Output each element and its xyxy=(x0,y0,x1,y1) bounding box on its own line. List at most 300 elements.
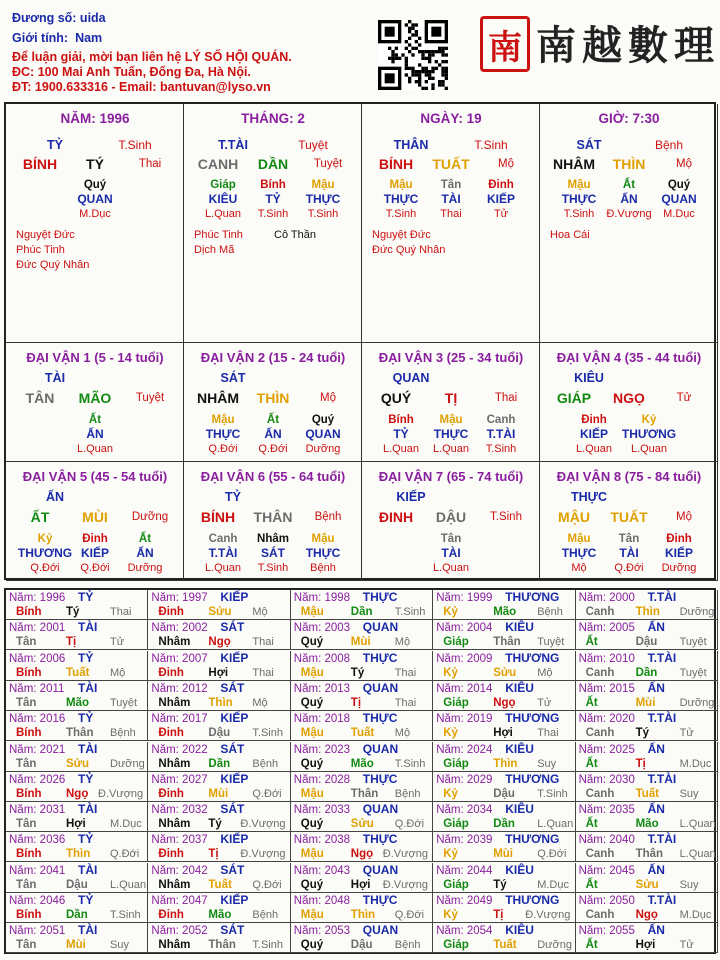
year-stem: Canh xyxy=(585,909,615,921)
year-label: Năm: 2050 xyxy=(578,895,635,907)
year-stem: Quý xyxy=(300,818,324,831)
year-branch: Thìn xyxy=(350,909,376,921)
phase-label: Mộ xyxy=(320,392,336,404)
heavenly-stem: BÍNH xyxy=(200,509,236,525)
chart-grid xyxy=(4,102,716,580)
year-ten-god: KIẾP xyxy=(220,711,249,726)
year-label: Năm: 2016 xyxy=(9,713,66,726)
year-label: Năm: 2054 xyxy=(436,925,493,938)
year-cell xyxy=(576,651,718,681)
year-phase: Tử xyxy=(679,939,694,952)
hidden-stem: Đinh xyxy=(581,414,607,426)
year-ten-god: SÁT xyxy=(220,802,245,817)
earthly-branch: MÙI xyxy=(82,509,108,525)
year-stem: Tân xyxy=(16,818,37,831)
year-cell xyxy=(148,802,290,832)
hidden-stem: Ất xyxy=(88,414,102,426)
year-label: Năm: 2013 xyxy=(293,682,351,695)
year-phase: Bệnh xyxy=(110,727,136,740)
star-label: Nguyệt Đức xyxy=(16,229,75,241)
hidden-ten-god: THỰC xyxy=(433,427,469,441)
year-branch: Mùi xyxy=(208,787,229,800)
year-branch: Mùi xyxy=(493,848,513,861)
year-stem: Tân xyxy=(16,878,37,891)
dai-van-cell xyxy=(362,343,540,462)
year-stem: Nhâm xyxy=(158,757,191,770)
year-branch: Thìn xyxy=(493,757,518,770)
heavenly-stem: GIÁP xyxy=(556,390,592,406)
dai-van-cell xyxy=(362,462,540,581)
hidden-ten-god: QUAN xyxy=(305,427,341,441)
heavenly-stem: NHÂM xyxy=(197,390,239,406)
year-cell xyxy=(576,923,718,953)
year-cell xyxy=(148,620,290,650)
year-ten-god: THƯƠNG xyxy=(505,771,560,786)
ten-god-label: THỰC xyxy=(570,490,608,504)
dai-van-cell xyxy=(540,462,718,581)
year-branch: Dần xyxy=(635,666,658,679)
year-ten-god: ẤN xyxy=(647,802,665,817)
year-branch: Mùi xyxy=(66,939,86,952)
hidden-state: Dưỡng xyxy=(127,562,163,574)
year-label: Năm: 2049 xyxy=(436,895,493,907)
dai-van-cell xyxy=(540,343,718,462)
earthly-branch: TUẤT xyxy=(432,156,470,172)
year-phase: Q.Đới xyxy=(537,848,567,861)
year-stem: Tân xyxy=(16,636,37,649)
year-stem: Mậu xyxy=(300,666,324,679)
year-branch: Tị xyxy=(66,636,77,649)
year-phase: T.Sinh xyxy=(252,939,283,952)
year-phase: T.Sinh xyxy=(537,787,568,800)
year-cell xyxy=(433,651,575,681)
dai-van-cell xyxy=(6,462,184,581)
year-label: Năm: 2020 xyxy=(578,713,635,726)
star-label: Phúc Tinh xyxy=(194,229,243,241)
hidden-stem: Kỷ xyxy=(641,414,657,426)
hidden-ten-god: KIẾP xyxy=(80,546,110,560)
cell-title: GIỜ: 7:30 xyxy=(598,111,660,126)
year-label: Năm: 2000 xyxy=(578,592,635,604)
year-ten-god: THỰC xyxy=(362,711,398,726)
year-ten-god: QUAN xyxy=(362,680,399,695)
year-cell xyxy=(6,893,148,923)
year-stem: Nhâm xyxy=(158,696,191,709)
year-ten-god: THƯƠNG xyxy=(505,650,560,665)
year-cell xyxy=(433,772,575,802)
year-label: Năm: 2007 xyxy=(151,652,208,665)
year-ten-god: KIÊU xyxy=(505,923,534,938)
year-stem: Đinh xyxy=(158,606,184,618)
hidden-state: T.Sinh xyxy=(257,562,289,574)
year-cell xyxy=(433,923,575,953)
hidden-state: L.Quan xyxy=(432,443,470,455)
hidden-stem: Tân xyxy=(618,533,640,545)
year-ten-god: TÀI xyxy=(78,802,98,817)
year-stem: Ất xyxy=(585,696,598,709)
year-ten-god: THỰC xyxy=(362,771,398,786)
hidden-ten-god: THỰC xyxy=(561,192,597,206)
pillar-cell xyxy=(540,104,718,343)
year-label: Năm: 2047 xyxy=(151,895,208,907)
hidden-state: L.Quan xyxy=(204,208,242,220)
year-branch: Tý xyxy=(66,606,80,618)
year-ten-god: ẤN xyxy=(647,923,665,938)
year-stem: Bính xyxy=(16,666,42,679)
year-phase: T.Sinh xyxy=(394,757,426,770)
hidden-stem: Đinh xyxy=(488,179,514,191)
year-ten-god: T.TÀI xyxy=(647,771,677,786)
pillar-cell xyxy=(362,104,540,343)
year-branch: Sửu xyxy=(350,818,374,831)
star-label: Nguyệt Đức xyxy=(372,229,431,241)
year-stem: Canh xyxy=(585,848,615,861)
year-cell xyxy=(291,893,433,923)
year-branch: Dần xyxy=(493,818,515,831)
year-label: Năm: 2021 xyxy=(9,743,66,756)
year-phase: M.Dục xyxy=(679,909,712,921)
hidden-state: M.Dục xyxy=(79,208,111,220)
year-ten-god: KIÊU xyxy=(505,862,534,877)
address-line: ĐC: 100 Mai Anh Tuấn, Đống Đa, Hà Nội. xyxy=(12,65,251,79)
year-phase: Bệnh xyxy=(252,909,279,921)
hidden-ten-god: QUAN xyxy=(77,192,113,206)
hidden-stem: Tân xyxy=(440,179,462,191)
year-label: Năm: 2043 xyxy=(293,864,351,877)
year-cell xyxy=(291,651,433,681)
year-stem: Đinh xyxy=(158,848,184,861)
year-label: Năm: 2036 xyxy=(9,834,66,847)
year-branch: Tuất xyxy=(350,727,375,740)
year-label: Năm: 2010 xyxy=(578,652,635,665)
year-cell xyxy=(291,802,433,832)
hidden-ten-god: THỰC xyxy=(305,546,341,560)
year-cell xyxy=(576,832,718,862)
year-phase: L.Quan xyxy=(679,818,716,831)
year-phase: Thai xyxy=(394,666,417,679)
year-phase: Suy xyxy=(679,787,699,800)
year-stem: Kỷ xyxy=(443,606,458,618)
year-ten-god: KIÊU xyxy=(505,741,534,756)
year-label: Năm: 2031 xyxy=(9,804,66,817)
year-stem: Đinh xyxy=(158,666,184,679)
year-stem: Kỷ xyxy=(443,909,458,921)
hidden-state: L.Quan xyxy=(630,443,668,455)
year-ten-god: KIẾP xyxy=(220,771,249,786)
year-label: Năm: 2039 xyxy=(436,834,493,847)
year-phase: Q.Đới xyxy=(394,818,425,831)
year-phase: Bệnh xyxy=(394,787,421,800)
year-stem: Đinh xyxy=(158,787,184,800)
year-stem: Nhâm xyxy=(158,818,191,831)
year-label: Năm: 2001 xyxy=(9,622,66,635)
year-phase: Tuyệt xyxy=(110,696,138,709)
year-phase: Mộ xyxy=(110,666,126,679)
year-cell xyxy=(433,863,575,893)
year-cell xyxy=(148,681,290,711)
year-branch: Tý xyxy=(635,727,650,740)
cell-title: ĐẠI VẬN 5 (45 - 54 tuổi) xyxy=(22,469,168,484)
hidden-ten-god: KIÊU xyxy=(208,192,238,206)
hidden-stem: Quý xyxy=(667,179,691,191)
year-cell xyxy=(6,772,148,802)
hidden-state: Thai xyxy=(440,208,462,220)
cell-title: ĐẠI VẬN 3 (25 - 34 tuổi) xyxy=(378,350,524,365)
year-stem: Đinh xyxy=(158,727,184,740)
year-branch: Ngọ xyxy=(350,848,374,861)
year-phase: Thai xyxy=(394,696,417,709)
earthly-branch: NGỌ xyxy=(613,390,645,406)
year-label: Năm: 2017 xyxy=(151,713,208,726)
hidden-ten-god: THỰC xyxy=(561,546,597,560)
hidden-stem: Mậu xyxy=(567,179,591,191)
year-cell xyxy=(291,590,433,620)
year-branch: Thân xyxy=(350,787,379,800)
year-cell xyxy=(6,681,148,711)
year-cell xyxy=(433,681,575,711)
year-branch: Thìn xyxy=(208,696,233,709)
year-ten-god: SÁT xyxy=(220,680,245,695)
year-ten-god: KIẾP xyxy=(220,893,249,907)
hidden-stem: Mậu xyxy=(211,414,235,426)
hidden-stem: Ất xyxy=(622,179,636,191)
year-ten-god: KIÊU xyxy=(505,680,534,695)
hidden-ten-god: T.TÀI xyxy=(486,427,516,441)
year-branch: Hợi xyxy=(66,818,86,831)
hidden-state: T.Sinh xyxy=(385,208,417,220)
year-cell xyxy=(291,681,433,711)
year-stem: Canh xyxy=(585,727,615,740)
year-branch: Dần xyxy=(208,757,231,770)
hidden-ten-god: T.TÀI xyxy=(208,546,238,560)
star-label: Dịch Mã xyxy=(194,244,235,256)
year-stem: Mậu xyxy=(300,787,324,800)
ten-god-label: T.TÀI xyxy=(218,138,248,152)
hidden-state: Đ.Vượng xyxy=(606,208,652,220)
hidden-stem: Bính xyxy=(260,179,286,191)
year-label: Năm: 2008 xyxy=(293,652,351,665)
year-phase: Đ.Vượng xyxy=(382,848,428,861)
hidden-state: L.Quan xyxy=(382,443,420,455)
ten-god-label: SÁT xyxy=(220,371,246,385)
year-stem: Kỷ xyxy=(443,848,458,861)
earthly-branch: THÌN xyxy=(256,390,290,406)
year-cell xyxy=(291,620,433,650)
year-stem: Đinh xyxy=(158,909,184,921)
year-stem: Bính xyxy=(16,606,42,618)
year-cell xyxy=(148,863,290,893)
year-cell xyxy=(433,620,575,650)
year-stem: Mậu xyxy=(300,848,324,861)
year-ten-god: T.TÀI xyxy=(647,590,677,604)
year-stem: Quý xyxy=(300,757,324,770)
pillar-cell xyxy=(6,104,184,343)
year-stem: Giáp xyxy=(443,757,469,770)
year-branch: Tị xyxy=(350,696,362,709)
hidden-stem: Kỷ xyxy=(37,533,53,545)
year-ten-god: TỶ xyxy=(78,650,94,665)
heavenly-stem: MẬU xyxy=(558,509,590,525)
year-phase: Thai xyxy=(537,727,559,740)
year-label: Năm: 2034 xyxy=(436,804,493,817)
year-cell xyxy=(6,832,148,862)
year-phase: Đ.Vượng xyxy=(98,787,144,800)
year-stem: Giáp xyxy=(443,818,469,831)
hidden-stem: Mậu xyxy=(389,179,413,191)
ten-god-label: SÁT xyxy=(576,138,602,152)
year-cell xyxy=(6,742,148,772)
year-label: Năm: 2030 xyxy=(578,773,635,786)
hidden-state: Q.Đới xyxy=(80,562,110,574)
year-ten-god: T.TÀI xyxy=(647,832,677,847)
year-phase: L.Quan xyxy=(110,878,147,891)
year-phase: Đ.Vượng xyxy=(240,818,286,831)
year-branch: Dần xyxy=(350,606,373,618)
year-phase: Tuyệt xyxy=(679,666,707,679)
hidden-ten-god: ẤN xyxy=(86,427,104,441)
year-cell xyxy=(576,620,718,650)
year-stem: Nhâm xyxy=(158,636,191,649)
year-cell xyxy=(576,711,718,741)
year-branch: Hợi xyxy=(493,727,513,740)
year-stem: Bính xyxy=(16,787,42,800)
year-ten-god: TỶ xyxy=(78,711,94,726)
year-label: Năm: 2018 xyxy=(293,713,351,726)
year-cell xyxy=(148,923,290,953)
phase-label: Mộ xyxy=(676,158,692,170)
year-branch: Tuất xyxy=(493,939,517,952)
year-phase: Tử xyxy=(537,696,552,709)
header xyxy=(0,0,720,100)
year-label: Năm: 1998 xyxy=(293,592,351,604)
account-name: Đương số: uida xyxy=(12,11,106,25)
year-cell xyxy=(6,590,148,620)
year-phase: Suy xyxy=(679,878,699,891)
hidden-state: L.Quan xyxy=(204,562,242,574)
year-label: Năm: 2051 xyxy=(9,925,66,938)
cell-title: ĐẠI VẬN 8 (75 - 84 tuổi) xyxy=(556,469,702,484)
year-phase: Bệnh xyxy=(537,606,563,618)
year-ten-god: TỶ xyxy=(78,893,94,907)
ten-god-label: QUAN xyxy=(392,371,430,385)
year-ten-god: THƯƠNG xyxy=(505,893,560,907)
year-cell xyxy=(576,590,718,620)
year-stem: Kỷ xyxy=(443,666,458,679)
year-ten-god: ẤN xyxy=(647,680,665,695)
hidden-ten-god: KIẾP xyxy=(664,546,694,560)
phase-label: T.Sinh xyxy=(490,511,522,523)
year-ten-god: KIẾP xyxy=(220,650,249,665)
year-label: Năm: 2011 xyxy=(9,682,65,695)
hidden-ten-god: THỰC xyxy=(383,192,419,206)
year-phase: Tử xyxy=(679,727,694,740)
year-branch: Thân xyxy=(635,848,664,861)
year-cell xyxy=(576,772,718,802)
year-ten-god: KIÊU xyxy=(505,620,534,635)
ten-god-label: ẤN xyxy=(45,490,65,504)
year-phase: Thai xyxy=(252,666,274,679)
year-phase: Q.Đới xyxy=(110,848,140,861)
hidden-ten-god: QUAN xyxy=(661,192,697,206)
hidden-stem: Ất xyxy=(266,414,280,426)
year-cell xyxy=(433,590,575,620)
hidden-state: T.Sinh xyxy=(307,208,339,220)
year-label: Năm: 2028 xyxy=(293,773,351,786)
year-label: Năm: 2053 xyxy=(293,925,351,938)
year-ten-god: KIẾP xyxy=(220,590,249,604)
year-stem: Quý xyxy=(300,636,324,649)
year-cell xyxy=(433,893,575,923)
dai-van-cell xyxy=(184,343,362,462)
year-stem: Kỷ xyxy=(443,727,458,740)
hidden-state: T.Sinh xyxy=(485,443,517,455)
year-phase: M.Dục xyxy=(537,878,569,891)
year-phase: Dưỡng xyxy=(110,757,145,770)
year-branch: Thìn xyxy=(66,848,91,861)
year-ten-god: QUAN xyxy=(362,923,399,938)
year-cell xyxy=(6,802,148,832)
earthly-branch: TÝ xyxy=(86,156,104,172)
ten-god-label: KIẾP xyxy=(396,490,426,504)
year-phase: Đ.Vượng xyxy=(240,848,286,861)
year-phase: T.Sinh xyxy=(252,727,283,740)
ten-god-label: THÂN xyxy=(393,138,429,152)
phase-label: Bệnh xyxy=(314,511,342,523)
year-cell xyxy=(576,893,718,923)
year-phase: M.Dục xyxy=(679,757,712,770)
year-stem: Nhâm xyxy=(158,878,191,891)
state-label: T.Sinh xyxy=(118,138,152,152)
year-phase: Bệnh xyxy=(252,757,279,770)
year-label: Năm: 2027 xyxy=(151,773,208,786)
cell-title: ĐẠI VẬN 6 (55 - 64 tuổi) xyxy=(200,469,346,484)
year-cell xyxy=(576,802,718,832)
hidden-state: L.Quan xyxy=(575,443,613,455)
annual-luck-table xyxy=(4,588,716,954)
hidden-stem: Nhâm xyxy=(257,533,289,545)
phase-label: Mộ xyxy=(498,158,514,170)
year-ten-god: SÁT xyxy=(220,620,245,635)
year-stem: Ất xyxy=(585,939,598,952)
year-label: Năm: 2040 xyxy=(578,834,635,847)
dai-van-cell xyxy=(184,462,362,581)
year-phase: Đ.Vượng xyxy=(525,909,571,921)
year-label: Năm: 1999 xyxy=(436,592,493,604)
year-cell xyxy=(148,893,290,923)
year-ten-god: THỰC xyxy=(362,650,398,665)
cell-title: ĐẠI VẬN 7 (65 - 74 tuổi) xyxy=(378,469,524,484)
hidden-state: T.Sinh xyxy=(257,208,289,220)
year-cell xyxy=(148,590,290,620)
year-ten-god: KIÊU xyxy=(505,802,534,817)
year-ten-god: SÁT xyxy=(220,862,245,877)
year-phase: Bệnh xyxy=(394,939,421,952)
heavenly-stem: CANH xyxy=(197,156,239,172)
year-phase: Đ.Vượng xyxy=(382,878,428,891)
year-cell xyxy=(291,772,433,802)
hidden-stem: Mậu xyxy=(567,533,591,545)
year-label: Năm: 1996 xyxy=(9,592,66,604)
year-branch: Sửu xyxy=(635,878,659,891)
year-branch: Thân xyxy=(208,939,236,952)
year-cell xyxy=(291,711,433,741)
year-stem: Bính xyxy=(16,727,42,740)
hidden-ten-god: TỶ xyxy=(265,192,281,206)
hidden-state: T.Sinh xyxy=(563,208,595,220)
year-branch: Sửu xyxy=(493,666,517,679)
year-cell xyxy=(148,651,290,681)
year-branch: Tị xyxy=(493,909,504,921)
